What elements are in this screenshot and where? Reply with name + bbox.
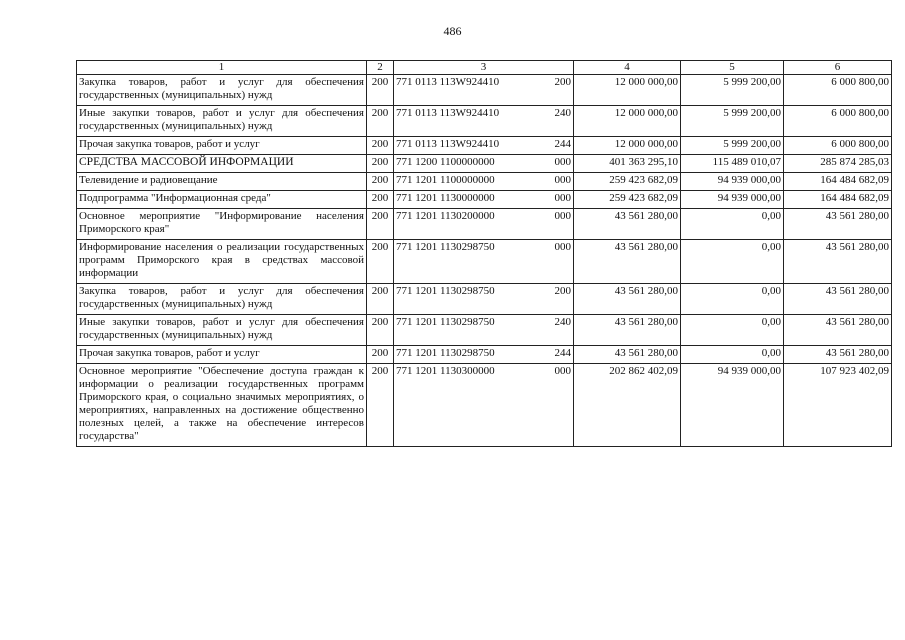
expense-name-cell: Закупка товаров, работ и услуг для обеспечения государственных (муниципальных) нужд [77,75,367,106]
expense-type-code: 240 [554,316,571,328]
expense-name-cell: Основное мероприятие "Обеспечение доступа граждан к информации о реализации государственных программ Приморского края, о социально значимых мероприятиях, о мероприятиях, направленных на достижение общественно полезных целей, а также на обеспечение интересов государства" [77,364,367,447]
amount-column-5-cell: 0,00 [681,240,784,284]
budget-code-cell [394,191,574,209]
amount-column-5-cell: 94 939 000,00 [681,191,784,209]
table-row [77,209,892,240]
amount-column-4-cell: 43 561 280,00 [574,284,681,315]
amount-column-6-cell: 43 561 280,00 [784,209,892,240]
table-row [77,315,892,346]
amount-column-4-cell: 259 423 682,09 [574,191,681,209]
column-2-cell: 200 [367,364,394,447]
table-row [77,284,892,315]
expense-type-code: 000 [554,241,571,253]
amount-column-5-cell: 5 999 200,00 [681,137,784,155]
expense-type-code: 200 [554,76,571,88]
amount-column-5-cell: 5 999 200,00 [681,106,784,137]
budget-code-cell [394,137,574,155]
expense-type-code: 000 [554,192,571,204]
expense-name-cell: Прочая закупка товаров, работ и услуг [77,137,367,155]
expense-name-cell: Телевидение и радиовещание [77,173,367,191]
expense-name-cell: Иные закупки товаров, работ и услуг для обеспечения государственных (муниципальных) нужд [77,315,367,346]
amount-column-4-cell: 43 561 280,00 [574,315,681,346]
table-header-row [77,61,892,75]
budget-code-cell [394,106,574,137]
expense-type-code: 244 [554,138,571,150]
amount-column-5-cell: 94 939 000,00 [681,173,784,191]
amount-column-6-cell: 43 561 280,00 [784,284,892,315]
budget-classification-code: 771 1201 1130298750 [396,347,495,359]
column-header: 6 [784,61,892,75]
expense-type-code: 240 [554,107,571,119]
budget-code-cell [394,346,574,364]
column-2-cell: 200 [367,209,394,240]
table-row [77,191,892,209]
amount-column-5-cell: 94 939 000,00 [681,364,784,447]
expense-name-cell: Закупка товаров, работ и услуг для обеспечения государственных (муниципальных) нужд [77,284,367,315]
amount-column-5-cell: 0,00 [681,346,784,364]
amount-column-6-cell: 164 484 682,09 [784,173,892,191]
amount-column-6-cell: 43 561 280,00 [784,315,892,346]
budget-classification-code: 771 0113 113W924410 [396,138,500,150]
amount-column-4-cell: 43 561 280,00 [574,240,681,284]
expense-type-code: 000 [554,365,571,377]
expense-name-cell: Прочая закупка товаров, работ и услуг [77,346,367,364]
table-body [77,75,892,447]
column-header: 1 [77,61,367,75]
budget-code-cell [394,315,574,346]
budget-classification-code: 771 0113 113W924410 [396,107,500,119]
table-row [77,75,892,106]
budget-table [76,60,892,447]
budget-code-cell [394,155,574,173]
expense-type-code: 000 [554,174,571,186]
column-2-cell: 200 [367,75,394,106]
column-2-cell: 200 [367,137,394,155]
table-row [77,155,892,173]
column-header: 4 [574,61,681,75]
table-row [77,137,892,155]
column-2-cell: 200 [367,191,394,209]
amount-column-5-cell: 0,00 [681,284,784,315]
budget-classification-code: 771 0113 113W924410 [396,76,500,88]
amount-column-6-cell: 43 561 280,00 [784,346,892,364]
column-2-cell: 200 [367,284,394,315]
budget-classification-code: 771 1201 1130298750 [396,316,495,328]
amount-column-5-cell: 5 999 200,00 [681,75,784,106]
budget-classification-code: 771 1201 1130298750 [396,241,495,253]
amount-column-4-cell: 401 363 295,10 [574,155,681,173]
expense-name-cell: Подпрограмма "Информационная среда" [77,191,367,209]
expense-name-cell: Основное мероприятие "Информирование населения Приморского края" [77,209,367,240]
table-row [77,240,892,284]
budget-code-cell [394,284,574,315]
column-2-cell: 200 [367,346,394,364]
expense-type-code: 000 [554,156,571,168]
budget-classification-code: 771 1201 1100000000 [396,174,495,186]
expense-type-code: 200 [554,285,571,297]
amount-column-6-cell: 164 484 682,09 [784,191,892,209]
page-number: 486 [443,24,462,38]
table-row [77,364,892,447]
column-2-cell: 200 [367,173,394,191]
amount-column-6-cell: 107 923 402,09 [784,364,892,447]
column-2-cell: 200 [367,155,394,173]
amount-column-5-cell: 0,00 [681,209,784,240]
amount-column-6-cell: 285 874 285,03 [784,155,892,173]
amount-column-4-cell: 12 000 000,00 [574,106,681,137]
expense-name-cell: Информирование населения о реализации государственных программ Приморского края в средствах массовой информации [77,240,367,284]
column-2-cell: 200 [367,106,394,137]
budget-classification-code: 771 1201 1130200000 [396,210,495,222]
amount-column-5-cell: 0,00 [681,315,784,346]
amount-column-6-cell: 6 000 800,00 [784,75,892,106]
amount-column-6-cell: 43 561 280,00 [784,240,892,284]
budget-classification-code: 771 1200 1100000000 [396,156,495,168]
expense-type-code: 000 [554,210,571,222]
column-header: 3 [394,61,574,75]
amount-column-4-cell: 259 423 682,09 [574,173,681,191]
budget-classification-code: 771 1201 1130000000 [396,192,495,204]
budget-code-cell [394,173,574,191]
amount-column-4-cell: 43 561 280,00 [574,346,681,364]
budget-classification-code: 771 1201 1130300000 [396,365,495,377]
budget-classification-code: 771 1201 1130298750 [396,285,495,297]
budget-code-cell [394,364,574,447]
amount-column-4-cell: 12 000 000,00 [574,137,681,155]
budget-code-cell [394,75,574,106]
amount-column-4-cell: 43 561 280,00 [574,209,681,240]
column-2-cell: 200 [367,240,394,284]
budget-code-cell [394,240,574,284]
table-row [77,173,892,191]
expense-name-cell: Иные закупки товаров, работ и услуг для обеспечения государственных (муниципальных) нужд [77,106,367,137]
amount-column-4-cell: 12 000 000,00 [574,75,681,106]
expense-name-cell: СРЕДСТВА МАССОВОЙ ИНФОРМАЦИИ [77,155,367,173]
expense-type-code: 244 [554,347,571,359]
amount-column-4-cell: 202 862 402,09 [574,364,681,447]
table-row [77,106,892,137]
table-row [77,346,892,364]
amount-column-5-cell: 115 489 010,07 [681,155,784,173]
amount-column-6-cell: 6 000 800,00 [784,137,892,155]
budget-code-cell [394,209,574,240]
column-header: 5 [681,61,784,75]
column-header: 2 [367,61,394,75]
amount-column-6-cell: 6 000 800,00 [784,106,892,137]
column-2-cell: 200 [367,315,394,346]
